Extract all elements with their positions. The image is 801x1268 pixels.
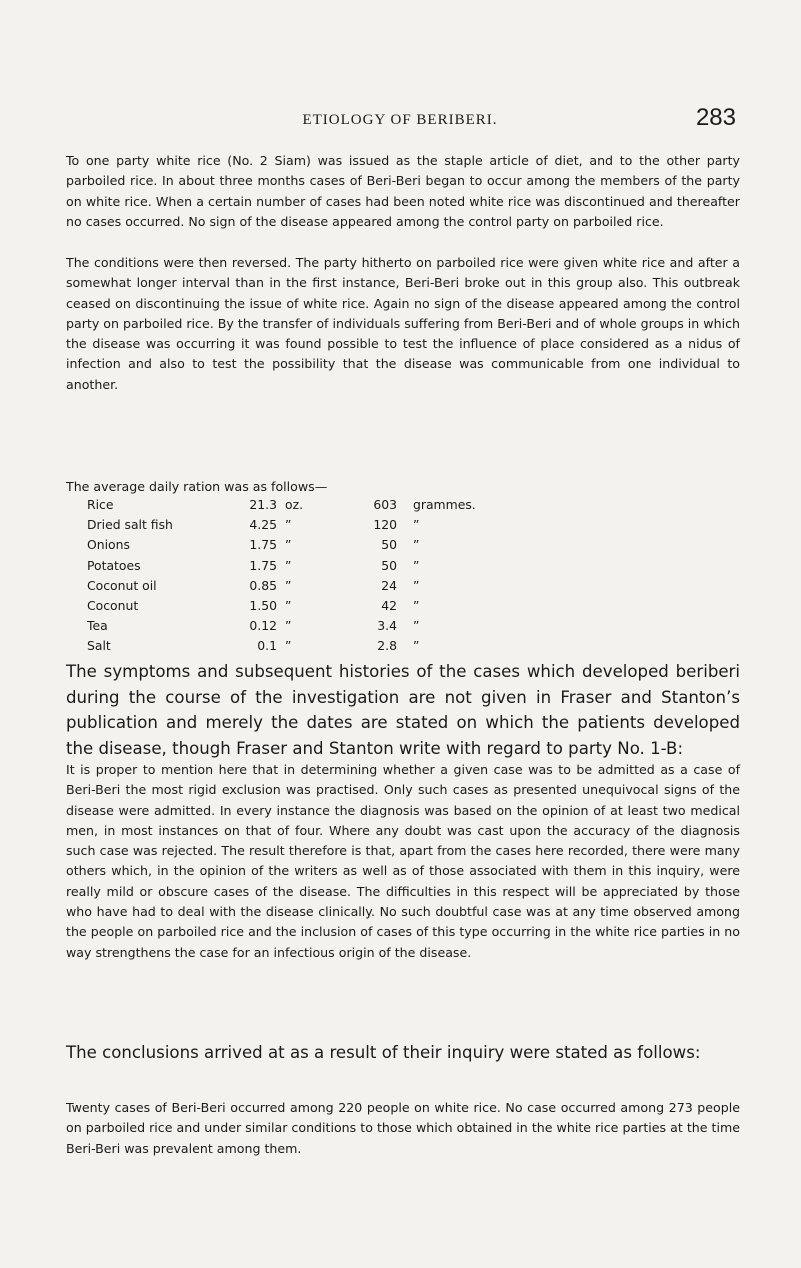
paragraph-conditions-reversed: The conditions were then reversed. The party hitherto on parboiled rice were given white rice and after a somewhat longer interval than in the first instance, Beri-Beri broke out in this group also. This outbreak ceased on discontinuing the issue of white rice. Again no sign of the disease appeared among the control party on parboiled rice. By the transfer of individuals suffering from Beri-Beri and of whole groups in which the disease was occurring it was found possible to test the influence of place considered as a nidus of infection and also to test the possibility that the disease was communicable from one individual to another. [66,255,740,392]
ration-grammes-cell: 42 [381,597,397,613]
ration-ounces-cell: 0.85 [249,577,277,593]
ration-gramme-unit-cell: grammes. [413,497,476,512]
ration-row [87,558,476,578]
ration-food-cell: Dried salt fish [87,517,173,533]
ration-table-body [87,497,476,659]
ration-table-container [87,497,707,659]
quotation-diagnosis-exclusion: It is proper to mention here that in determining whether a given case was to be admitted as a case of Beri-Beri the most rigid exclusion was practised. Only such cases as presented unequivocal signs of the disease were admitted. In every instance the diagnosis was based on the opinion of at least two medical men, in most instances on that of four. Where any doubt was cast upon the accuracy of the diagnosis such case was rejected. The result therefore is that, apart from the cases here recorded, there were many others which, in the opinion of the writers as well as of those associated with them in this inquiry, were really mild or obscure cases of the disease. The difficulties in this respect will be appreciated by those who have had to deal with the disease clinically. No such doubtful case was at any time observed among the people on parboiled rice and the inclusion of cases of this type occurring in the white rice parties in no way strengthens the case for an infectious origin of the disease. [66,762,740,960]
ration-food-cell: Salt [87,638,111,654]
ration-ounce-unit-cell: ” [285,557,292,573]
ration-food-cell: Coconut oil [87,577,157,593]
ration-ounces-cell: 0.12 [249,618,277,634]
ration-ounce-unit-cell: oz. [285,497,304,512]
quotation-conclusion-cases: Twenty cases of Beri-Beri occurred among 220 people on white rice. No case occurred among 273 people on parboiled rice and under similar conditions to those which obtained in the white rice parties at the time Beri-Beri was prevalent among them. [66,1100,740,1156]
ration-row [87,598,476,618]
ration-ounces-cell: 0.1 [257,638,277,654]
ration-ounce-unit-cell: ” [285,537,292,553]
ration-ounce-unit-cell: ” [285,618,292,634]
ration-grammes-cell: 50 [381,557,397,573]
ration-ounce-unit-cell: ” [285,597,292,613]
ration-gramme-unit-cell: ” [413,537,420,553]
ration-ounce-unit-cell: ” [285,638,292,654]
ration-row [87,578,476,598]
ration-gramme-unit-cell: ” [413,577,420,593]
running-head [60,104,740,134]
ration-row [87,618,476,638]
page-number: 283 [695,104,736,131]
ration-food-cell: Onions [87,537,130,553]
ration-ounces-cell: 21.3 [249,497,277,512]
ration-food-cell: Coconut [87,597,139,613]
ration-ounce-unit-cell: ” [285,577,292,593]
ration-gramme-unit-cell: ” [413,557,420,573]
running-title: ETIOLOGY OF BERIBERI. [302,112,498,128]
paragraph-conclusions: The conclusions arrived at as a result of their inquiry were stated as follows: [66,1043,701,1062]
ration-gramme-unit-cell: ” [413,517,420,533]
ration-ounces-cell: 1.75 [249,557,277,573]
ration-gramme-unit-cell: ” [413,618,420,634]
paragraph-symptoms-histories: The symptoms and subsequent histories of the cases which developed beriberi during the course of the investigation are not given in Fraser and Stanton’s publication and merely the dates are stated on which the patients developed the disease, though Fraser and Stanton write with regard to party No. 1-B: [66,662,740,758]
ration-food-cell: Tea [87,618,108,634]
ration-gramme-unit-cell: ” [413,597,420,613]
ration-ounces-cell: 4.25 [249,517,277,533]
ration-ounce-unit-cell: ” [285,517,292,533]
ration-row [87,638,476,658]
ration-grammes-cell: 3.4 [377,618,397,634]
ration-grammes-cell: 603 [373,497,397,512]
ration-food-cell: Rice [87,497,114,512]
ration-row [87,537,476,557]
ration-grammes-cell: 2.8 [377,638,397,654]
ration-ounces-cell: 1.75 [249,537,277,553]
ration-row [87,497,476,517]
ration-food-cell: Potatoes [87,557,141,573]
ration-grammes-cell: 24 [381,577,397,593]
ration-table [87,497,476,659]
ration-grammes-cell: 120 [373,517,397,533]
ration-row [87,517,476,537]
ration-intro: The average daily ration was as follows— [66,479,328,494]
ration-grammes-cell: 50 [381,537,397,553]
ration-ounces-cell: 1.50 [249,597,277,613]
ration-gramme-unit-cell: ” [413,638,420,654]
paragraph-white-rice-trial: To one party white rice (No. 2 Siam) was issued as the staple article of diet, and to the other party parboiled rice. In about three months cases of Beri-Beri began to occur among the members of the party on white rice. When a certain number of cases had been noted white rice was discontinued and thereafter no cases occurred. No sign of the disease appeared among the control party on parboiled rice. [66,153,740,229]
